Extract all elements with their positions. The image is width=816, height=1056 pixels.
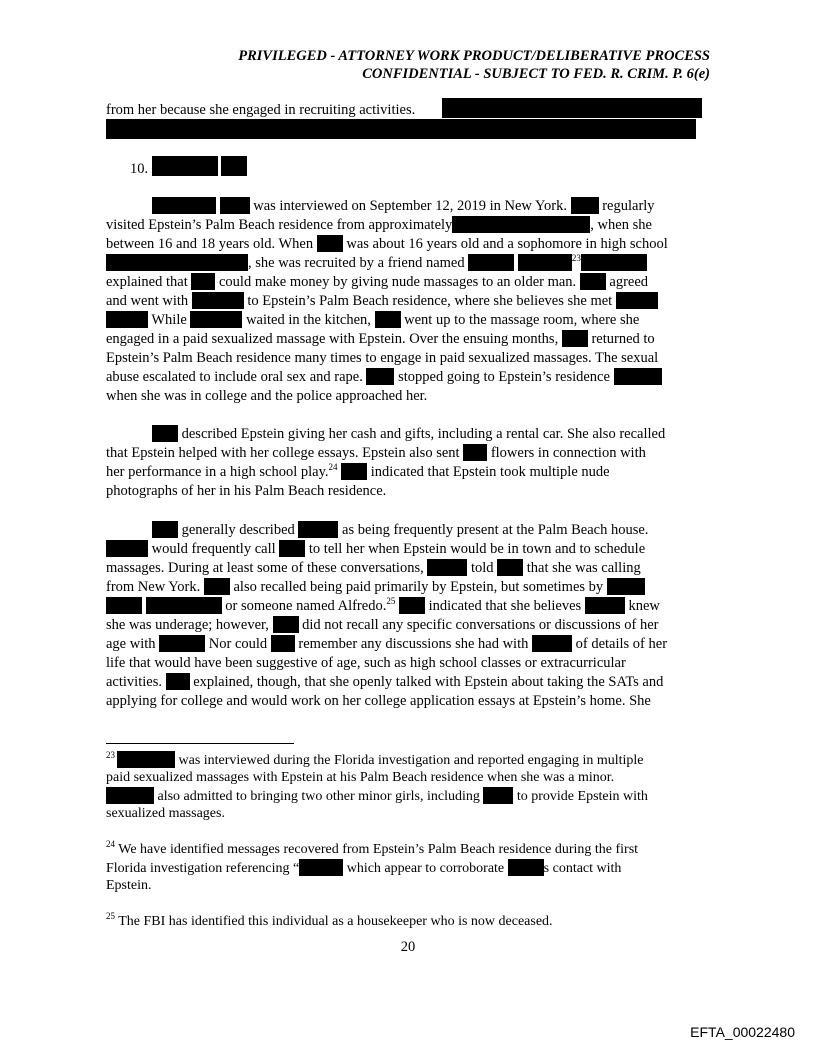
item-number: 10. — [130, 161, 149, 177]
redaction — [463, 444, 487, 461]
redaction — [106, 311, 148, 328]
body-line: abuse escalated to include oral sex and rape. stopped going to Epstein’s residence — [106, 368, 662, 386]
redaction — [159, 635, 205, 652]
redaction — [532, 635, 572, 652]
body-line: when she was in college and the police approached her. — [106, 388, 428, 404]
redaction — [117, 751, 175, 768]
redaction — [399, 597, 425, 614]
redaction — [468, 254, 514, 271]
redaction — [427, 559, 467, 576]
footnote-23: $^{23}$ was interviewed during the Florida investigation and reported engaging in multiple — [106, 750, 644, 768]
body-line: activities. explained, though, that she openly talked with Epstein about taking the SATs and — [106, 674, 664, 690]
redaction — [152, 156, 218, 176]
footnote-25: $^{25}$ The FBI has identified this individual as a housekeeper who is now deceased. — [106, 911, 553, 929]
redaction — [607, 578, 645, 595]
redaction — [616, 292, 658, 309]
redaction — [279, 540, 305, 557]
body-line: massages. During at least some of these conversations, told that she was calling — [106, 560, 641, 576]
body-line: she was underage; however, did not recall any specific conversations or discussions of her — [106, 617, 659, 633]
redaction — [452, 216, 590, 233]
redaction — [152, 521, 178, 538]
body-line: from New York. also recalled being paid primarily by Epstein, but sometimes by — [106, 578, 645, 596]
redaction — [152, 425, 178, 442]
redaction — [220, 197, 250, 214]
redaction — [585, 597, 625, 614]
redaction — [191, 273, 215, 290]
redaction — [190, 311, 242, 328]
redaction — [518, 254, 572, 271]
footnote-23-line: also admitted to bringing two other minor girls, including to provide Epstein with — [106, 787, 648, 806]
footnote-24-line: Epstein. — [106, 878, 152, 893]
confidentiality-header: CONFIDENTIAL - SUBJECT TO FED. R. CRIM. P. 6(e) — [362, 66, 710, 82]
body-line: While waited in the kitchen, went up to the massage room, where she — [106, 311, 639, 329]
redaction — [317, 235, 343, 252]
body-line: would frequently call to tell her when Epstein would be in town and to schedule — [106, 540, 645, 558]
body-line: Epstein’s Palm Beach residence many times to engage in paid sexualized massages. The sexual — [106, 350, 659, 366]
redaction — [146, 597, 222, 614]
bates-number: EFTA_00022480 — [690, 1024, 795, 1040]
redaction — [562, 330, 588, 347]
body-line: , she was recruited by a friend named $^{23}$ — [106, 254, 647, 272]
body-line: from her because she engaged in recruiting activities. — [106, 102, 416, 118]
redaction — [271, 635, 295, 652]
redaction — [152, 197, 216, 214]
redaction — [571, 197, 599, 214]
privilege-header: PRIVILEGED - ATTORNEY WORK PRODUCT/DELIBERATIVE PROCESS — [238, 48, 710, 64]
body-line: that Epstein helped with her college essays. Epstein also sent flowers in connection with — [106, 445, 646, 461]
redaction — [106, 254, 248, 271]
body-line: or someone named Alfredo.$^{25}$ indicated that she believes knew — [106, 597, 660, 615]
redaction — [192, 292, 244, 309]
redaction — [273, 616, 299, 633]
redaction — [375, 311, 401, 328]
redaction — [497, 559, 523, 576]
page-number: 20 — [400, 939, 416, 955]
redaction — [106, 540, 148, 557]
redaction — [204, 578, 230, 595]
body-line: age with Nor could remember any discussions she had with of details of her — [106, 636, 668, 652]
body-line: photographs of her in his Palm Beach residence. — [106, 483, 387, 499]
redaction — [366, 368, 394, 385]
body-line: explained that could make money by giving nude massages to an older man. agreed — [106, 274, 649, 290]
footnote-24: $^{24}$ We have identified messages recovered from Epstein’s Palm Beach residence during the first — [106, 839, 639, 857]
body-line: engaged in a paid sexualized massage with Epstein. Over the ensuing months, returned to — [106, 331, 655, 347]
footnote-23-line: paid sexualized massages with Epstein at his Palm Beach residence when she was a minor. — [106, 770, 615, 785]
body-line: her performance in a high school play.$^{24}$ indicated that Epstein took multiple nude — [106, 462, 610, 480]
body-line: and went with to Epstein’s Palm Beach residence, where she believes she met — [106, 292, 658, 310]
body-line: applying for college and would work on her college application essays at Epstein’s home. She — [106, 693, 651, 709]
footnote-divider — [106, 743, 294, 744]
redaction — [483, 787, 513, 804]
body-line: generally described as being frequently present at the Palm Beach house. — [152, 521, 648, 539]
body-line: described Epstein giving her cash and gifts, including a rental car. She also recalled — [152, 425, 665, 443]
redaction — [614, 368, 662, 385]
redaction — [341, 463, 367, 480]
redaction — [106, 119, 696, 139]
redaction — [166, 673, 190, 690]
footnote-23-line: sexualized massages. — [106, 806, 225, 821]
body-line: life that would have been suggestive of age, such as high school classes or extracurricular — [106, 655, 626, 671]
redaction — [106, 597, 142, 614]
footnote-24-line: Florida investigation referencing “ which appear to corroborate s contact with — [106, 861, 622, 876]
redaction — [508, 859, 544, 876]
body-line: was interviewed on September 12, 2019 in New York. regularly — [152, 197, 655, 215]
body-line: visited Epstein’s Palm Beach residence from approximately , when she — [106, 217, 652, 233]
redaction — [580, 273, 606, 290]
redaction — [298, 521, 338, 538]
redaction — [106, 787, 154, 804]
redaction — [581, 254, 647, 271]
redaction — [442, 98, 702, 118]
redaction — [221, 156, 247, 176]
redaction — [299, 859, 343, 876]
body-line: between 16 and 18 years old. When was about 16 years old and a sophomore in high school — [106, 236, 668, 252]
